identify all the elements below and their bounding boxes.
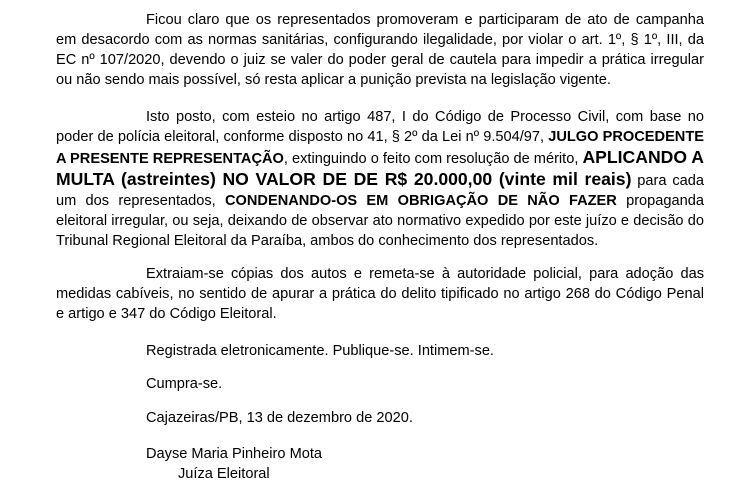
registration-line: Registrada eletronicamente. Publique-se. Intimem-se. xyxy=(146,343,494,359)
ruling-text-2: , extinguindo o feito com resolução de mérito, xyxy=(283,151,583,167)
ruling-text-1: Isto posto, com esteio no artigo 487, I do Código de Processo Civil, com base no poder de polícia eleitoral, conforme disposto no 41, § 2º da Lei nº 9.504/97, xyxy=(56,109,704,145)
ruling-obligation-bold: CONDENANDO-OS EM OBRIGAÇÃO DE NÃO FAZER xyxy=(225,193,617,209)
signatory-name: Dayse Maria Pinheiro Mota xyxy=(146,446,323,462)
ruling-fine-bold: APLICANDO A MULTA (astreintes) NO VALOR DE DE R$ 20.000,00 (vinte mil reais) xyxy=(56,147,704,189)
paragraph-copies: Extraiam-se cópias dos autos e remeta-se à autoridade policial, para adoção das medidas cabíveis, no sentido de apurar a prática do delito tipificado no artigo 268 do Código Penal e artigo e 347 do Código Eleitoral. xyxy=(56,266,704,322)
ruling-text-3: para cada um dos representados, xyxy=(56,173,704,209)
place-date-line: Cajazeiras/PB, 13 de dezembro de 2020. xyxy=(146,410,413,426)
paragraph-findings: Ficou claro que os representados promoveram e participaram de ato de campanha em desacordo com as normas sanitárias, configurando ilegalidade, por violar o art. 1º, § 1º, III, da EC nº 107/2020, devendo o juiz se valer do poder geral de cautela para impedir a prática irregular ou não sendo mais possível, só resta aplicar a punição prevista na legislação vigente. xyxy=(56,12,704,88)
comply-line: Cumpra-se. xyxy=(146,376,223,392)
signatory-role: Juíza Eleitoral xyxy=(178,466,270,482)
ruling-judgment-bold: JULGO PROCEDENTE A PRESENTE REPRESENTAÇÃO xyxy=(56,129,704,167)
paragraph-ruling xyxy=(56,107,704,251)
ruling-text-4: propaganda eleitoral irregular, ou seja, deixando de observar ato normativo expedido por este juízo e decisão do Tribunal Regional Eleitoral da Paraíba, ambos do conhecimento dos representados. xyxy=(56,193,704,249)
